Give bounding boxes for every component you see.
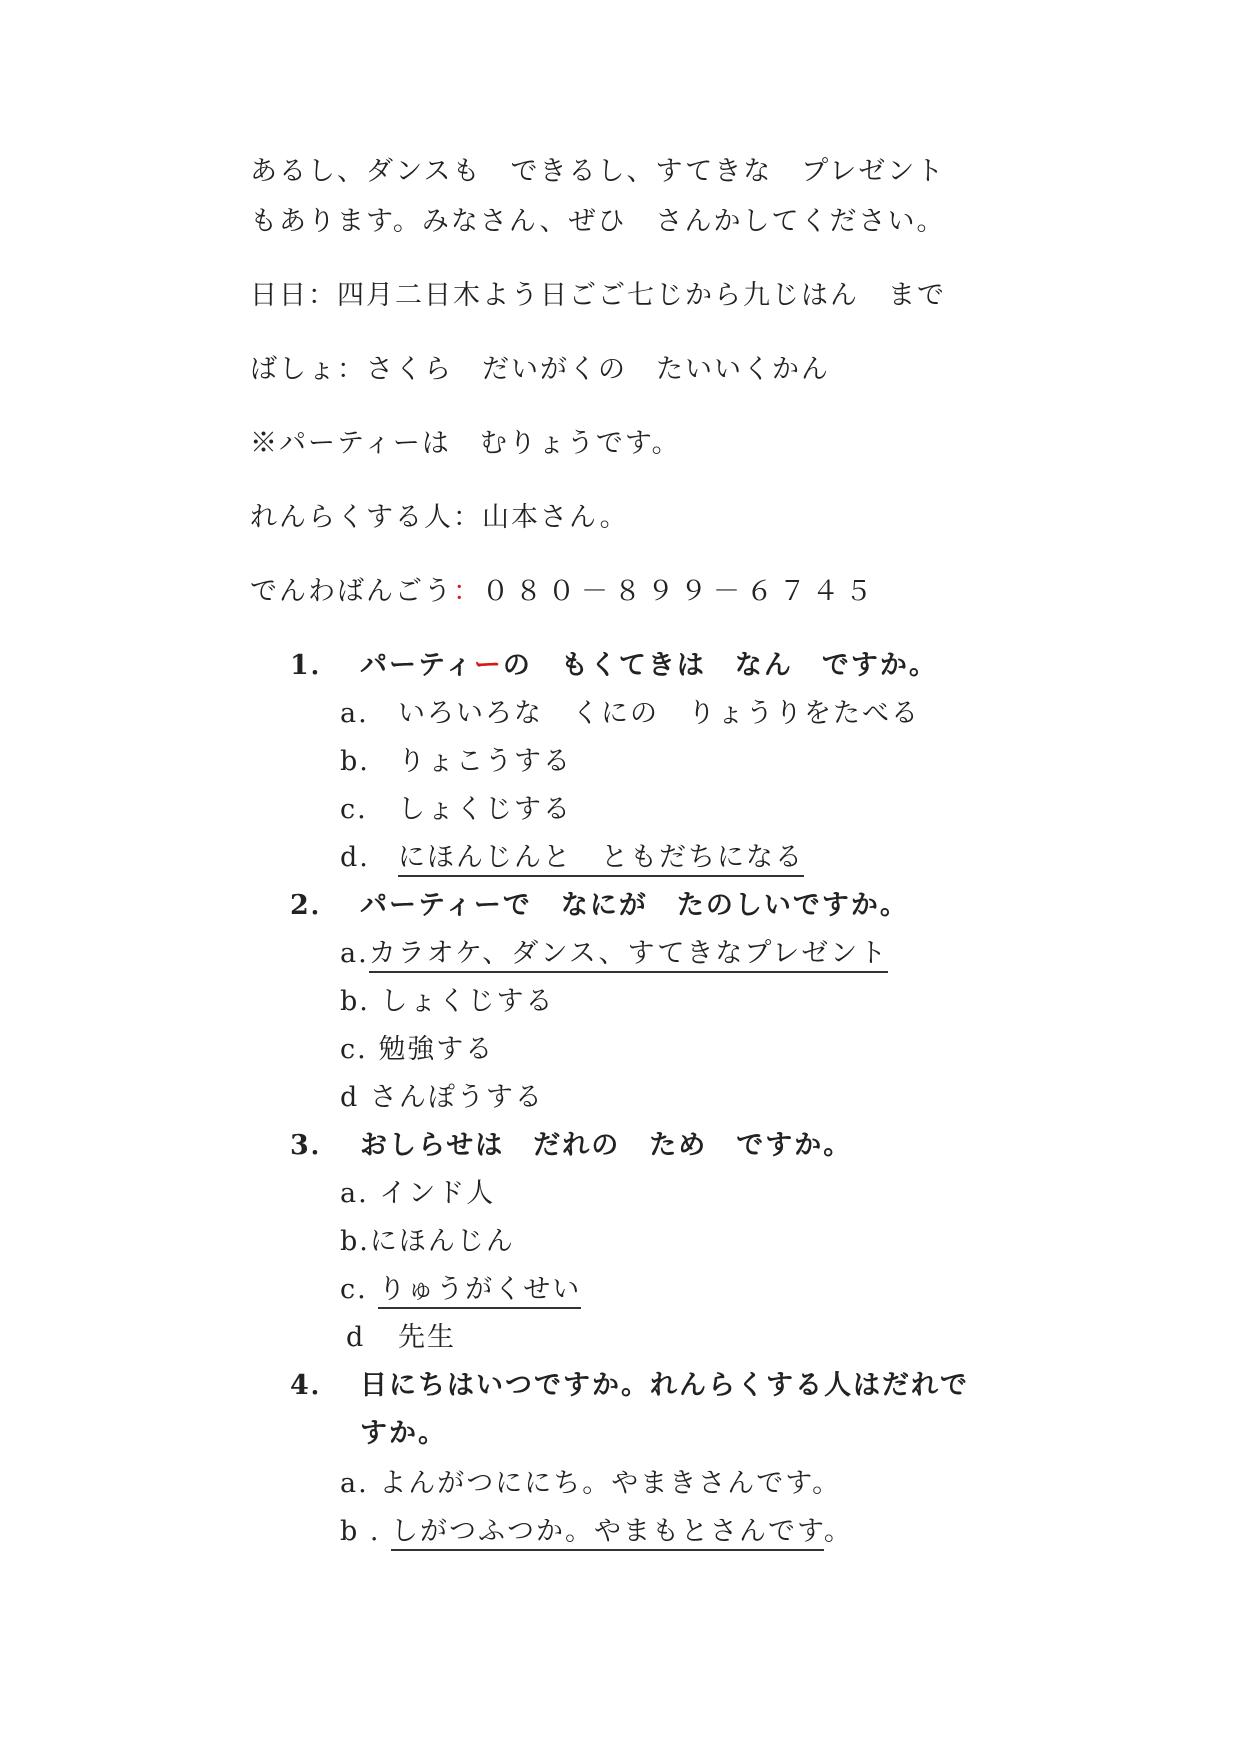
question-2 — [290, 888, 909, 924]
question-number: 3． — [290, 1130, 340, 1161]
option-2a — [340, 936, 888, 972]
option-text-underlined: しがつふつか。やまもとさんです — [391, 1516, 824, 1551]
question-4 — [290, 1368, 969, 1404]
question-3 — [290, 1128, 852, 1164]
option-text: いろいろな くにの りょうりをたべる — [398, 698, 920, 729]
option-text-underlined: にほんじんと ともだちになる — [398, 842, 804, 877]
option-letter: b. — [340, 1226, 370, 1257]
option-3b — [340, 1224, 515, 1260]
option-4a — [340, 1466, 841, 1502]
option-letter: b. — [340, 986, 370, 1017]
intro-line-2: もあります。みなさん、ぜひ さんかしてください。 — [250, 206, 946, 237]
option-text-underlined: カラオケ、ダンス、すてきなプレゼント — [369, 938, 889, 973]
phone-colon: ： — [453, 576, 482, 607]
option-3a — [340, 1176, 495, 1212]
option-letter: c. — [340, 1034, 368, 1065]
question-text: パーティーで なにが たのしいですか。 — [360, 890, 909, 921]
option-3c — [340, 1272, 581, 1308]
option-text: りょこうする — [398, 746, 572, 777]
contact-line: れんらくする人：山本さん。 — [250, 502, 629, 533]
question-4-continued: すか。 — [360, 1418, 447, 1449]
place-line: ばしょ：さくら だいがくの たいいくかん — [250, 354, 830, 385]
date-line: 日日：四月二日木よう日ごご七じから九じはん まで — [250, 280, 946, 311]
option-letter: c. — [340, 794, 368, 825]
option-letter: a. — [340, 698, 369, 729]
option-text-tail: 。 — [823, 1516, 853, 1547]
phone-label: でんわばんごう — [250, 576, 453, 607]
note-line: ※パーティーは むりょうです。 — [250, 428, 681, 459]
question-number: 2． — [290, 890, 340, 921]
option-2c — [340, 1032, 494, 1068]
option-text: しょくじする — [398, 794, 572, 825]
phone-line — [250, 574, 878, 610]
option-1d — [340, 840, 804, 876]
option-letter: b. — [340, 746, 370, 777]
option-text: インド人 — [379, 1178, 496, 1209]
question-text: おしらせは だれの ため ですか。 — [360, 1130, 853, 1161]
option-4b — [340, 1514, 853, 1550]
option-letter: a. — [340, 1468, 369, 1499]
option-2d — [340, 1080, 544, 1116]
option-1b — [340, 744, 572, 780]
option-letter: c. — [340, 1274, 368, 1305]
question-text: 日にちはいつですか。れんらくする人はだれで — [360, 1370, 969, 1401]
intro-line-1: あるし、ダンスも できるし、すてきな プレゼント — [250, 156, 946, 187]
option-text: 先生 — [398, 1322, 456, 1353]
option-1a — [340, 696, 920, 732]
phone-number: ０８０－８９９－６７４５ — [482, 576, 878, 607]
option-text: しょくじする — [380, 986, 555, 1017]
option-text-underlined: りゅうがくせい — [378, 1274, 581, 1309]
question-number: 1． — [290, 650, 340, 681]
option-letter: a. — [340, 1178, 369, 1209]
option-2b — [340, 984, 554, 1020]
option-3d — [346, 1320, 456, 1356]
question-text-red: ー — [473, 650, 503, 681]
question-text: パーティ — [360, 650, 474, 681]
option-text: さんぽうする — [369, 1082, 544, 1113]
question-number: 4． — [290, 1370, 340, 1401]
option-text: にほんじん — [369, 1226, 515, 1257]
option-text: 勉強する — [378, 1034, 495, 1065]
option-letter: a. — [340, 938, 369, 969]
option-1c — [340, 792, 572, 828]
option-text: よんがつににち。やまきさんです。 — [379, 1468, 842, 1499]
question-1 — [290, 648, 938, 684]
option-letter: d. — [340, 842, 370, 873]
option-letter: d — [346, 1322, 366, 1353]
option-letter: d — [340, 1082, 360, 1113]
option-letter: b . — [340, 1516, 381, 1547]
question-text: の もくてきは なん ですか。 — [502, 650, 938, 681]
